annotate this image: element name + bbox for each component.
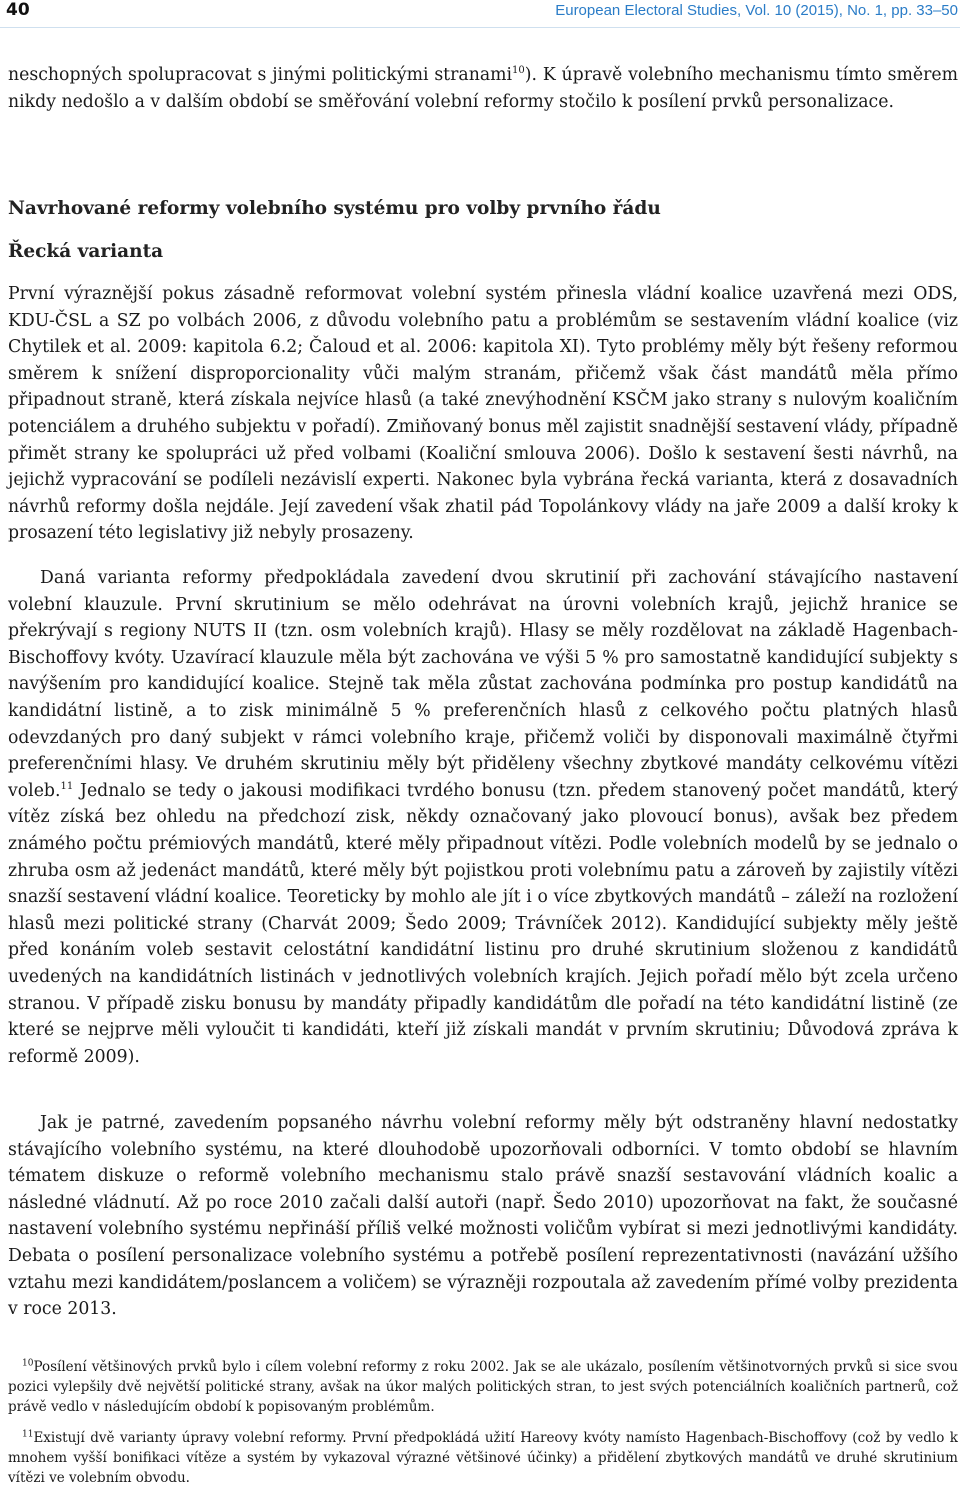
body-paragraph-2: [8, 565, 958, 1070]
body-paragraph-3: Jak je patrné, zavedením popsaného návrhu volební reformy měly být odstraněny hlavní nedostatky stávajícího volebního systému, na které dlouhodobě upozorňovali odborníci. V tomto období se hlavním tématem diskuze o reformě volebního mechanismu stalo právě snazší sestavování vládních koalic a následné vládnutí. Až po roce 2010 začali další autoři (např. Šedo 2010) upozorňovat na fakt, že současné nastavení volebního systému nepřináší příliš velké možnosti voličům vybírat si mezi jednotlivými kandidáty. Debata o posílení personalizace volebního systému a potřebě posílení reprezentativnosti (navázání užšího vztahu mezi kandidátem/poslancem a voličem) se výrazněji rozpoutala až zavedením přímé volby prezidenta v roce 2013.: [8, 1113, 958, 1320]
footnote-ref-11[interactable]: 11: [60, 780, 74, 792]
footnote-10: [8, 1357, 958, 1418]
page-number: 40: [6, 0, 30, 20]
journal-citation: European Electoral Studies, Vol. 10 (2015), No. 1, pp. 33–50: [555, 2, 958, 19]
footnote-text: Posílení většinových prvků bylo i cílem volební reformy z roku 2002. Jak se ale ukázalo, posílením většinotvorných prvků si sice svou pozici vylepšily dvě největší politické strany, avšak na úkor malých politických stran, to jest svých potenciálních koaličních partnerů, což právě vedlo v následujícím období k popisovaným problémům.: [8, 1359, 958, 1416]
footnote-mark: 11: [22, 1429, 34, 1440]
subsection-heading: Řecká varianta: [8, 241, 164, 262]
footnote-11: [8, 1428, 958, 1489]
running-header: [6, 0, 958, 22]
intro-text-continued: ). K úpravě volebního mechanismu tímto směrem nikdy nedošlo a v dalším období se směřování volební reformy stočilo k posílení prvků personalizace.: [8, 65, 959, 112]
intro-paragraph: [8, 62, 958, 115]
intro-text: neschopných spolupracovat s jinými politickými stranami: [8, 65, 513, 85]
paragraph-2-text-continued: Jednalo se tedy o jakousi modifikaci tvrdého bonusu (tzn. předem stanovený počet mandátů, který vítěz získá bez ohledu na předchozí zisk, někdy označovaný jako plovoucí bonus), avšak bez předem známého počtu prémiových mandátů, které měly připadnout vítězi. Podle volebních modelů by se jednalo o zhruba osm až jedenáct mandátů, které měly být pojistkou proti volebnímu patu a zároveň by zajistily vítězi snazší sestavení vládní koalice. Teoreticky by mohlo ale jít i o více zbytkových mandátů – záleží na rozložení hlasů mezi politické strany (Charvát 2009; Šedo 2009; Trávníček 2012). Kandidující subjekty měly ještě před konáním voleb sestavit celostátní kandidátní listinu pro druhé skrutinium složenou z kandidátů uvedených na kandidátních listinách v jednotlivých volebních krajích. Jejich pořadí mělo být zcela určeno stranou. V případě zisku bonusu by mandáty připadly kandidátům dle pořadí na této kandidátní listině (ze které se nejprve měli vyloučit ti kandidáti, kteří již získali mandát v prvním skrutiniu; Důvodová zpráva k reformě 2009).: [8, 780, 958, 1067]
header-rule: [0, 27, 960, 28]
section-heading: Navrhované reformy volebního systému pro volby prvního řádu: [8, 198, 661, 219]
paragraph-2-text: Daná varianta reformy předpokládala zavedení dvou skrutinií při zachování stávajícího nastavení volební klauzule. První skrutinium se mělo odehrávat na úrovni volebních krajů, jejichž hranice se překrývají s regiony NUTS II (tzn. osm volebních krajů). Hlasy se měly rozdělovat na základě Hagenbach-Bischoffovy kvóty. Uzavírací klauzule měla být zachována ve výši 5 % pro samostatně kandidující subjekty s navýšením pro kandidující koalice. Stejně tak měla zůstat zachována podmínka pro postup kandidátů na kandidátní listině, a to zisk minimálně 5 % preferenčních hlasů z celkového počtu platných hlasů odevzdaných pro daný subjekt v rámci volebního kraje, přičemž voliči by disponovali maximálně čtyřmi preferenčními hlasy. Ve druhém skrutiniu měly být přiděleny všechny zbytkové mandáty celkovému vítězi voleb.: [8, 568, 958, 801]
footnote-mark: 10: [22, 1358, 34, 1369]
footnote-ref-10[interactable]: 10: [512, 65, 525, 77]
footnote-text: Existují dvě varianty úpravy volební reformy. První předpokládá užití Hareovy kvóty namísto Hagenbach-Bischoffovy (což by vedlo k mnohem vyšší bonifikaci vítěze a systém by vykazoval výrazné většinové účinky) a přidělení zbytkových mandátů ve druhé skrutinium vítězi ve volebním obvodu.: [8, 1430, 958, 1487]
body-paragraph-1: První výraznější pokus zásadně reformovat volební systém přinesla vládní koalice uzavřená mezi ODS, KDU-ČSL a SZ po volbách 2006, z důvodu volebního patu a problémům se sestavením vládní koalice (viz Chytilek et al. 2009: kapitola 6.2; Čaloud et al. 2006: kapitola XI). Tyto problémy měly být řešeny reformou směrem k snížení disproporcionality vůči malým stranám, přičemž však část mandátů měla přímo připadnout straně, která získala nejvíce hlasů (a také znevýhodnění KSČM jako strany s nulovým koaličním potenciálem a druhého subjektu v pořadí). Zmiňovaný bonus měl zajistit snadnější sestavení vlády, případně přimět strany ke spolupráci už před volbami (Koaliční smlouva 2006). Došlo k sestavení šesti návrhů, na jejichž vypracování se podíleli nezávislí experti. Nakonec byla vybrána řecká varianta, která z dosavadních návrhů reformy došla nejdále. Její zavedení však zhatil pád Topolánkovy vlády na jaře 2009 a další kroky k prosazení této legislativy již nebyly prosazeny.: [8, 284, 958, 544]
